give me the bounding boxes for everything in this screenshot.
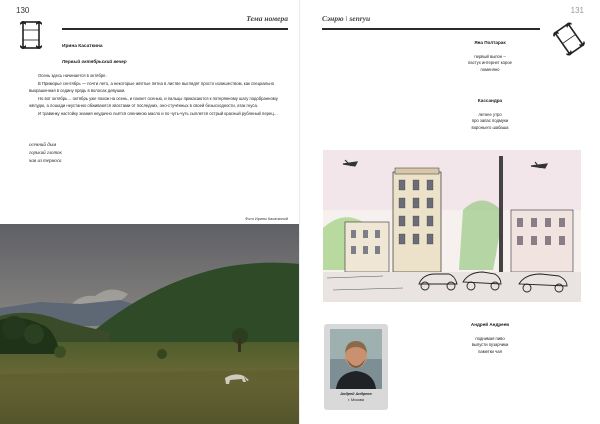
page-number-left: 130 (16, 6, 30, 15)
portrait-caption-city: г. Москва (348, 398, 364, 402)
haiku (29, 142, 62, 167)
scroll-emblem-icon (14, 18, 48, 52)
senryu-line: поднимая пиво (475, 336, 505, 341)
header-rule-right (322, 28, 540, 30)
photo-credit: Фото Ирины Касаткиной (245, 217, 288, 221)
prose-paragraph: В Приморье сентябрь — почти лето, а некоторые жёлтые пятна в листве выглядят просто излишеством, как специально выкрашенная в седину прядь в волосах девушки. (29, 80, 275, 94)
senryu-line: вороньего шабаша (471, 124, 509, 130)
senryu-line: про запас подмуки (471, 118, 509, 124)
senryu-author: Андрей Андреев (470, 322, 510, 327)
senryu-line: летнее утро (478, 112, 502, 117)
section-title-left: Тема номера (246, 14, 288, 23)
prose-paragraph: Осень здесь начинается в октябре. (38, 73, 107, 78)
haiku-line: осенний дым (29, 143, 57, 148)
prose-paragraph: И травинку настойку знания неудачно льётся олениною масло и по чуть-чуть сыплется острый красный рубленый перец… (38, 110, 278, 116)
author-portrait-card (324, 324, 388, 410)
prose-text (29, 72, 279, 118)
header-rule-left (62, 28, 288, 30)
senryu-author: Яна Полтарак (474, 40, 506, 45)
haiku-line: горький глоток (29, 151, 62, 157)
author-portrait (330, 329, 382, 389)
senryu-block (430, 40, 550, 73)
senryu-line: поменяно (480, 66, 500, 72)
right-page (300, 0, 600, 424)
senryu-line: выпусти пузарчики (471, 342, 509, 348)
author-name: Ирина Касаткина (62, 44, 103, 49)
section-title-right: Сэнрю \ senryu (322, 14, 371, 23)
portrait-caption (324, 391, 388, 403)
senryu-line: паметки чая (478, 348, 502, 354)
portrait-caption-name: Андрей Андреев (340, 392, 372, 396)
page-number-right: 131 (570, 6, 584, 15)
haiku-line: чая из термоса (29, 159, 62, 165)
scroll-emblem-icon (552, 22, 586, 56)
prose-paragraph: Но вот октябрь… октябрь уже похож на осень, и пахнет осенью, и пальцы прикасаются к потерянному шагу подобранному жёлудю, а лошади неустанно обживаются хвостами от последних, оно-стучённых в своей безысходности, атак гнуса. (29, 95, 278, 109)
senryu-line: первый выпон – (474, 54, 506, 59)
poem-title: Первый октябрьский вечер (62, 59, 127, 64)
city-sketch-illustration (323, 150, 581, 302)
landscape-photo (0, 224, 300, 424)
senryu-block (430, 322, 550, 355)
senryu-author: Кассандра (477, 98, 503, 103)
senryu-line: пастух интернет корое (468, 60, 512, 66)
senryu-block (430, 98, 550, 131)
